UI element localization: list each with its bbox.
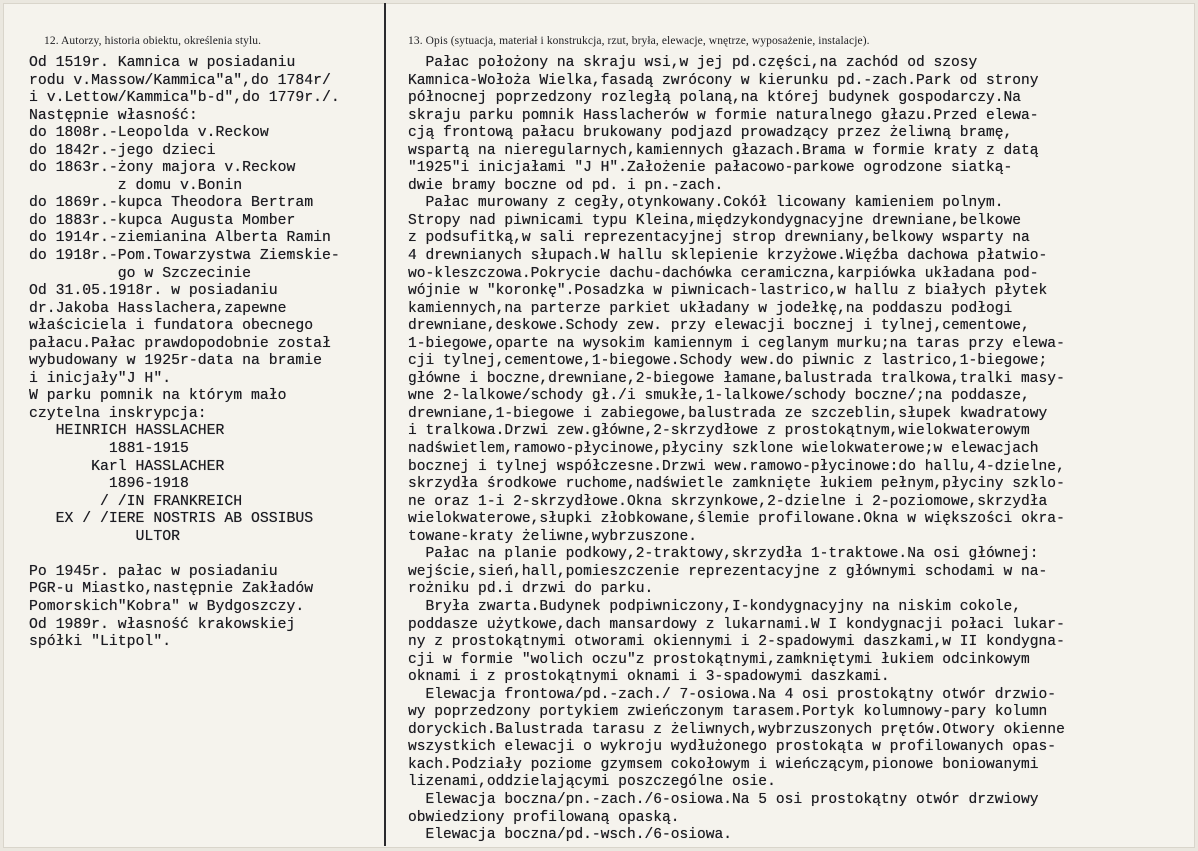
right-text-line: "1925"i inicjałami "J H".Założenie pałacowo-parkowe ogrodzone siatką- [408, 160, 1013, 177]
left-text-line: dr.Jakoba Hasslachera,zapewne [29, 300, 287, 317]
right-text-line: drewniane,deskowe.Schody zew. przy elewacji bocznej i tylnej,cementowe, [408, 318, 1030, 335]
right-text-line: nadświetlem,ramowo-płycinowe,płyciny szklone wielokwaterowe;w elewacjach [408, 441, 1039, 458]
right-text-line: Pałac na planie podkowy,2-traktowy,skrzydła 1-traktowe.Na osi głównej: [408, 546, 1039, 563]
right-text-line: 1-biegowe,oparte na wysokim kamiennym i ceglanym murku;na taras przy elewa- [408, 335, 1065, 352]
left-text-line: PGR-u Miastko,następnie Zakładów [29, 581, 314, 598]
right-text-line: wspartą na nieregularnych,kamiennych głazach.Brama w formie kraty z datą [408, 142, 1039, 159]
right-text-line: obwiedziony profilowaną opaską. [408, 809, 680, 826]
right-text-line: Elewacja boczna/pn.-zach./6-osiowa.Na 5 osi prostokątny otwór drzwiowy [408, 791, 1039, 808]
right-text-line: bocznej i tylnej współczesne.Drzwi wew.ramowo-płycinowe:do hallu,4-dzielne, [408, 458, 1065, 475]
left-text-line: do 1869r.-kupca Theodora Bertram [29, 195, 314, 212]
right-text-line: i tralkowa.Drzwi zew.główne,2-skrzydłowe z prostokątnym,wielokwaterowym [408, 423, 1030, 440]
right-text-line: z podsufitką,w sali reprezentacyjnej strop drewniany,belkowy wsparty na [408, 230, 1030, 247]
right-text-line: ny z prostokątnymi otworami okiennymi i 2-spadowymi daszkami,w II kondygna- [408, 634, 1065, 651]
left-text-line: Od 1519r. Kamnica w posiadaniu [29, 55, 296, 71]
history-text [29, 55, 384, 652]
left-text-line: i v.Lettow/Kammica"b-d",do 1779r./. [29, 90, 340, 107]
left-text-line: do 1918r.-Pom.Towarzystwa Ziemskie- [29, 248, 340, 265]
left-text-line: do 1914r.-ziemianina Alberta Ramin [29, 230, 331, 247]
section-13-title: 13. Opis (sytuacja, materiał i konstrukcja, rzut, bryła, elewacje, wnętrze, wyposażenie, instalacje). [408, 35, 870, 47]
right-text-line: Elewacja boczna/pd.-wsch./6-osiowa. [408, 827, 733, 844]
right-text-line: kach.Podziały poziome gzymsem cokołowym i wieńczącym,pionowe boniowanymi [408, 756, 1039, 773]
right-text-line: Pałac położony na skraju wsi,w jej pd.części,na zachód od szosy [408, 55, 978, 71]
right-text-line: skraju parku pomnik Hasslacherów w formie naturalnego głazu.Przed elewa- [408, 107, 1039, 124]
right-text-line: poddasze użytkowe,dach mansardowy z lukarnami.W I kondygnacji połaci lukar- [408, 616, 1065, 633]
left-text-line: z domu v.Bonin [29, 177, 243, 194]
right-text-line: Elewacja frontowa/pd.-zach./ 7-osiowa.Na 4 osi prostokątny otwór drzwio- [408, 686, 1057, 703]
right-text-line: drewniane,1-biegowe i zabiegowe,balustrada ze szczeblin,słupek kwadratowy [408, 405, 1048, 422]
left-text-line: i inicjały"J H". [29, 370, 172, 387]
left-text-line: HEINRICH HASSLACHER [29, 423, 225, 440]
right-text-line: skrzydła środkowe ruchome,nadświetle zamknięte łukiem pełnym,płyciny szklo- [408, 476, 1065, 493]
right-text-line: wne 2-lalkowe/schody gł./i smukłe,1-lalkowe/schody boczne/;na poddasze, [408, 388, 1030, 405]
left-text-line: do 1842r.-jego dzieci [29, 142, 216, 159]
right-text-line: cji w formie "wolich oczu"z prostokątnymi,zamkniętymi łukiem odcinkowym [408, 651, 1030, 668]
left-text-line: Od 1989r. własność krakowskiej [29, 616, 296, 633]
right-text-line: Bryła zwarta.Budynek podpiwniczony,I-kondygnacyjny na niskim cokole, [408, 598, 1022, 615]
left-text-line: rodu v.Massow/Kammica"a",do 1784r/ [29, 72, 331, 89]
left-text-line [29, 546, 384, 564]
right-text-line: Kamnica-Wołoża Wielka,fasadą zwrócony w kierunku pd.-zach.Park od strony [408, 72, 1039, 89]
left-text-line: Następnie własność: [29, 107, 198, 124]
left-text-line: wybudowany w 1925r-data na bramie [29, 353, 323, 370]
left-text-line: spółki "Litpol". [29, 634, 172, 651]
left-text-line: ULTOR [29, 528, 180, 545]
right-text-line: lizenami,oddzielającymi poszczególne osie. [408, 774, 776, 791]
right-text-line: cją frontową pałacu brukowany podjazd prowadzący przez żeliwną bramę, [408, 125, 1013, 142]
left-text-line: EX / /IERE NOSTRIS AB OSSIBUS [29, 511, 314, 528]
left-text-line: Pomorskich"Kobra" w Bydgoszczy. [29, 598, 305, 615]
right-text-line: rożniku pd.i drzwi do parku. [408, 581, 654, 598]
right-text-line: wy poprzedzony portykiem zwieńczonym tarasem.Portyk kolumnowy-pary kolumn [408, 704, 1048, 721]
description-text [408, 55, 1196, 845]
right-text-line: wielokwaterowe,słupki złobkowane,ślemie profilowane.Okna w większości okra- [408, 511, 1065, 528]
left-text-line: czytelna inskrypcja: [29, 405, 207, 422]
left-text-line: do 1808r.-Leopolda v.Reckow [29, 125, 269, 142]
right-text-line: główne i boczne,drewniane,2-biegowe łamane,balustrada tralkowa,tralki masy- [408, 370, 1065, 387]
right-text-line: 4 drewnianych słupach.W hallu sklepienie krzyżowe.Więźba dachowa płatwio- [408, 248, 1048, 265]
left-text-line: Po 1945r. pałac w posiadaniu [29, 563, 278, 580]
right-text-line: kamiennych,na parterze parkiet układany w jodełkę,na poddaszu podłogi [408, 300, 1013, 317]
right-text-line: cji tylnej,cementowe,1-biegowe.Schody wew.do piwnic z lastrico,1-biegowe; [408, 353, 1048, 370]
left-text-line: Od 31.05.1918r. w posiadaniu [29, 283, 278, 300]
right-text-line: Pałac murowany z cegły,otynkowany.Cokół licowany kamieniem polnym. [408, 195, 1004, 212]
left-text-line: / /IN FRANKREICH [29, 493, 243, 510]
left-text-line: do 1883r.-kupca Augusta Momber [29, 212, 296, 229]
right-text-line: Stropy nad piwnicami typu Kleina,międzykondygnacyjne drewniane,belkowe [408, 212, 1022, 229]
right-text-line: ne oraz 1-i 2-skrzydłowe.Okna skrzynkowe,2-dzielne i 2-poziomowe,skrzydła [408, 493, 1048, 510]
left-text-line: do 1863r.-żony majora v.Reckow [29, 160, 296, 177]
right-text-line: oknami i z prostokątnymi oknami i 3-spadowymi daszkami. [408, 669, 890, 686]
left-text-line: go w Szczecinie [29, 265, 251, 282]
right-text-line: wo-kleszczowa.Pokrycie dachu-dachówka ceramiczna,karpiówka układana pod- [408, 265, 1039, 282]
left-text-line: 1896-1918 [29, 476, 189, 493]
left-text-line: pałacu.Pałac prawdopodobnie został [29, 335, 331, 352]
section-12-title: 12. Autorzy, historia obiektu, określenia stylu. [44, 35, 262, 47]
left-text-line: W parku pomnik na którym mało [29, 388, 287, 405]
left-text-line: 1881-1915 [29, 441, 189, 458]
right-text-line: towane-kraty żeliwne,wybrzuszone. [408, 528, 698, 545]
right-text-line: doryckich.Balustrada tarasu z żeliwnych,wybrzuszonych prętów.Otwory okienne [408, 721, 1065, 738]
right-text-line: wójnie w "koronkę".Posadzka w piwnicach-lastrico,w hallu z białych płytek [408, 283, 1048, 300]
right-text-line: północnej poprzedzony rozległą polaną,na której budynek gospodarczy.Na [408, 90, 1022, 107]
right-text-line: wszystkich elewacji o wykroju wydłużonego prostokąta w profilowanych opas- [408, 739, 1057, 756]
column-divider [384, 3, 386, 846]
left-text-line: Karl HASSLACHER [29, 458, 225, 475]
right-text-line: wejście,sień,hall,pomieszczenie reprezentacyjne z głównymi schodami w na- [408, 563, 1048, 580]
right-text-line: dwie bramy boczne od pd. i pn.-zach. [408, 177, 724, 194]
left-text-line: właściciela i fundatora obecnego [29, 318, 314, 335]
